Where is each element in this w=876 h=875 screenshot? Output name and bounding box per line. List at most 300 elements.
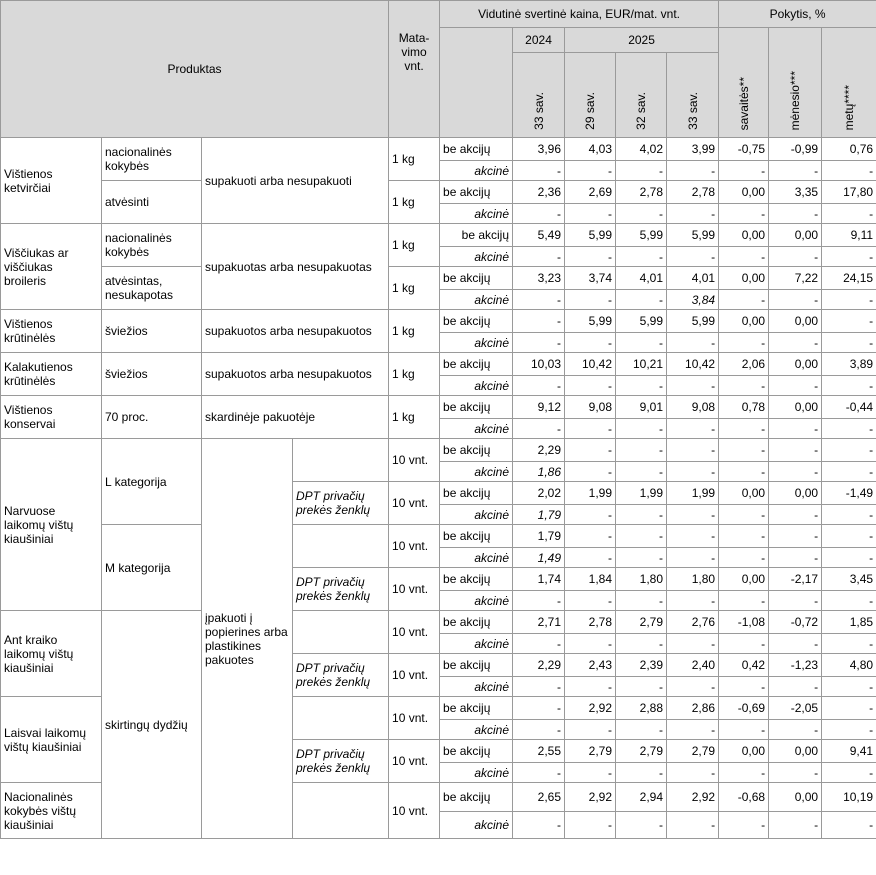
- price-cell: -: [513, 204, 565, 224]
- price-cell: 1,99: [616, 482, 667, 505]
- price-cell: -: [616, 439, 667, 462]
- price-type: akcinė: [440, 677, 513, 697]
- price-cell: 2,02: [513, 482, 565, 505]
- change-cell: -: [822, 462, 876, 482]
- price-cell: -: [513, 591, 565, 611]
- price-cell: 2,55: [513, 740, 565, 763]
- change-cell: 0,00: [719, 310, 769, 333]
- change-cell: 3,89: [822, 353, 876, 376]
- price-cell: -: [513, 634, 565, 654]
- price-cell: -: [667, 376, 719, 396]
- price-cell: -: [616, 677, 667, 697]
- price-type: akcinė: [440, 247, 513, 267]
- change-cell: -: [822, 439, 876, 462]
- price-cell: -: [565, 505, 616, 525]
- product-type: M kategorija: [102, 525, 202, 611]
- change-cell: -: [719, 634, 769, 654]
- change-cell: -2,17: [769, 568, 822, 591]
- unit: 10 vnt.: [389, 568, 440, 611]
- change-cell: -: [822, 677, 876, 697]
- price-cell: 1,99: [667, 482, 719, 505]
- price-cell: 5,99: [667, 224, 719, 247]
- unit: 1 kg: [389, 138, 440, 181]
- change-cell: -: [719, 247, 769, 267]
- product-type: nacionalinės kokybės: [102, 224, 202, 267]
- unit: 1 kg: [389, 310, 440, 353]
- price-cell: -: [513, 677, 565, 697]
- price-cell: 2,40: [667, 654, 719, 677]
- change-cell: -: [719, 763, 769, 783]
- price-cell: 1,79: [513, 505, 565, 525]
- brand-type: DPT privačių prekės ženklų: [293, 568, 389, 611]
- price-cell: -: [513, 419, 565, 439]
- price-cell: 5,99: [616, 310, 667, 333]
- product-name: Vištienos ketvirčiai: [1, 138, 102, 224]
- price-cell: -: [565, 376, 616, 396]
- change-cell: -: [822, 525, 876, 548]
- change-cell: 9,41: [822, 740, 876, 763]
- change-cell: 0,00: [719, 224, 769, 247]
- product-name: Laisvai laikomų vištų kiaušiniai: [1, 697, 102, 783]
- change-cell: -1,49: [822, 482, 876, 505]
- product-name: Viščiukas ar viščiukas broileris: [1, 224, 102, 310]
- price-type: akcinė: [440, 505, 513, 525]
- price-cell: -: [667, 548, 719, 568]
- brand-type: [293, 439, 389, 482]
- price-cell: 10,42: [565, 353, 616, 376]
- price-cell: 5,99: [565, 224, 616, 247]
- price-cell: -: [616, 634, 667, 654]
- change-cell: -: [822, 161, 876, 181]
- price-cell: 3,84: [667, 290, 719, 310]
- price-cell: -: [616, 462, 667, 482]
- price-type: be akcijų: [440, 654, 513, 677]
- price-cell: 10,42: [667, 353, 719, 376]
- price-type: akcinė: [440, 204, 513, 224]
- price-cell: -: [667, 439, 719, 462]
- price-cell: -: [513, 720, 565, 740]
- change-cell: 3,45: [822, 568, 876, 591]
- change-cell: -: [822, 505, 876, 525]
- table-row: [1, 439, 876, 462]
- change-cell: -: [769, 290, 822, 310]
- change-cell: -0,75: [719, 138, 769, 161]
- brand-type: [293, 611, 389, 654]
- change-cell: -: [822, 720, 876, 740]
- week-header: 33 sav.: [667, 53, 719, 138]
- price-cell: -: [513, 763, 565, 783]
- table-row: [1, 181, 876, 204]
- change-cell: 2,06: [719, 353, 769, 376]
- change-year-header: metų****: [822, 28, 876, 138]
- price-cell: 2,78: [616, 181, 667, 204]
- product-type: šviežios: [102, 353, 202, 396]
- price-cell: 2,79: [565, 740, 616, 763]
- change-cell: -1,23: [769, 654, 822, 677]
- product-type: 70 proc.: [102, 396, 202, 439]
- product-type: L kategorija: [102, 439, 202, 525]
- price-cell: -: [616, 720, 667, 740]
- table-row: [1, 224, 876, 247]
- change-cell: -: [719, 812, 769, 839]
- change-cell: -: [769, 439, 822, 462]
- change-cell: -: [769, 677, 822, 697]
- change-cell: -0,99: [769, 138, 822, 161]
- price-cell: -: [565, 290, 616, 310]
- price-type: be akcijų: [440, 267, 513, 290]
- unit: 10 vnt.: [389, 740, 440, 783]
- price-cell: -: [616, 763, 667, 783]
- price-cell: -: [513, 697, 565, 720]
- price-cell: -: [667, 247, 719, 267]
- price-cell: 1,99: [565, 482, 616, 505]
- price-cell: -: [565, 634, 616, 654]
- change-cell: -: [769, 763, 822, 783]
- price-cell: -: [667, 677, 719, 697]
- change-cell: 0,00: [769, 783, 822, 812]
- price-type: akcinė: [440, 763, 513, 783]
- unit: 1 kg: [389, 224, 440, 267]
- change-cell: -1,08: [719, 611, 769, 634]
- price-cell: 3,96: [513, 138, 565, 161]
- price-type: be akcijų: [440, 138, 513, 161]
- price-cell: 4,02: [616, 138, 667, 161]
- product-type: nacionalinės kokybės: [102, 138, 202, 181]
- price-cell: 1,86: [513, 462, 565, 482]
- price-cell: -: [667, 462, 719, 482]
- price-cell: 1,74: [513, 568, 565, 591]
- price-cell: -: [616, 290, 667, 310]
- unit: 10 vnt.: [389, 611, 440, 654]
- price-cell: -: [565, 204, 616, 224]
- price-cell: -: [565, 548, 616, 568]
- brand-type: [293, 783, 389, 839]
- price-cell: -: [565, 812, 616, 839]
- price-cell: 9,12: [513, 396, 565, 419]
- change-cell: -: [822, 812, 876, 839]
- change-cell: -: [822, 634, 876, 654]
- change-cell: 0,76: [822, 138, 876, 161]
- price-cell: -: [667, 204, 719, 224]
- change-cell: -: [719, 677, 769, 697]
- price-cell: 2,92: [565, 783, 616, 812]
- price-type: be akcijų: [440, 353, 513, 376]
- price-type: akcinė: [440, 548, 513, 568]
- week-header: 29 sav.: [565, 53, 616, 138]
- price-type: akcinė: [440, 290, 513, 310]
- produktas-header: Produktas: [1, 1, 389, 138]
- price-type: be akcijų: [440, 482, 513, 505]
- change-cell: 0,00: [719, 740, 769, 763]
- price-cell: -: [667, 333, 719, 353]
- change-cell: -: [719, 439, 769, 462]
- price-cell: 9,08: [565, 396, 616, 419]
- price-type: be akcijų: [440, 224, 513, 247]
- price-cell: 2,43: [565, 654, 616, 677]
- change-cell: -0,44: [822, 396, 876, 419]
- change-cell: -: [719, 525, 769, 548]
- price-cell: 9,01: [616, 396, 667, 419]
- change-cell: -2,05: [769, 697, 822, 720]
- change-cell: -: [769, 247, 822, 267]
- price-cell: 2,36: [513, 181, 565, 204]
- price-cell: -: [565, 525, 616, 548]
- packaging: įpakuoti į popierines arba plastikines pakuotes: [202, 439, 293, 839]
- change-cell: -0,68: [719, 783, 769, 812]
- year-2024-header: 2024: [513, 28, 565, 53]
- price-type: be akcijų: [440, 740, 513, 763]
- price-cell: 2,29: [513, 654, 565, 677]
- price-type: akcinė: [440, 161, 513, 181]
- price-cell: 5,49: [513, 224, 565, 247]
- price-type: be akcijų: [440, 611, 513, 634]
- price-cell: -: [513, 310, 565, 333]
- change-cell: -: [822, 419, 876, 439]
- packaging: supakuoti arba nesupakuoti: [202, 138, 389, 224]
- change-cell: 0,42: [719, 654, 769, 677]
- unit: 10 vnt.: [389, 783, 440, 839]
- price-cell: 5,99: [565, 310, 616, 333]
- change-cell: 3,35: [769, 181, 822, 204]
- table-row: [1, 310, 876, 333]
- unit: 10 vnt.: [389, 525, 440, 568]
- change-cell: -0,69: [719, 697, 769, 720]
- change-cell: -: [822, 591, 876, 611]
- price-cell: -: [616, 333, 667, 353]
- change-cell: -: [719, 419, 769, 439]
- brand-type: [293, 525, 389, 568]
- product-type: atvėsinti: [102, 181, 202, 224]
- packaging: supakuotas arba nesupakuotas: [202, 224, 389, 310]
- packaging: supakuotos arba nesupakuotos: [202, 353, 389, 396]
- price-cell: 3,99: [667, 138, 719, 161]
- price-cell: -: [667, 419, 719, 439]
- unit: 10 vnt.: [389, 697, 440, 740]
- change-cell: 24,15: [822, 267, 876, 290]
- product-name: Nacionalinės kokybės vištų kiaušiniai: [1, 783, 102, 839]
- change-cell: 0,00: [769, 310, 822, 333]
- price-cell: -: [565, 677, 616, 697]
- price-cell: -: [667, 505, 719, 525]
- packaging: skardinėje pakuotėje: [202, 396, 389, 439]
- change-cell: -: [769, 161, 822, 181]
- price-cell: -: [513, 247, 565, 267]
- price-cell: -: [667, 161, 719, 181]
- price-cell: -: [616, 161, 667, 181]
- price-cell: -: [667, 812, 719, 839]
- unit: 10 vnt.: [389, 482, 440, 525]
- price-cell: 2,29: [513, 439, 565, 462]
- price-type: akcinė: [440, 812, 513, 839]
- price-type: be akcijų: [440, 396, 513, 419]
- price-cell: 2,69: [565, 181, 616, 204]
- product-type: šviežios: [102, 310, 202, 353]
- change-cell: 0,00: [719, 267, 769, 290]
- change-cell: 0,00: [769, 353, 822, 376]
- product-name: Vištienos krūtinėlės: [1, 310, 102, 353]
- brand-type: DPT privačių prekės ženklų: [293, 740, 389, 783]
- change-cell: -: [769, 548, 822, 568]
- brand-type: DPT privačių prekės ženklų: [293, 654, 389, 697]
- price-cell: 1,80: [667, 568, 719, 591]
- price-cell: 3,74: [565, 267, 616, 290]
- price-type: akcinė: [440, 634, 513, 654]
- change-cell: 0,00: [769, 482, 822, 505]
- price-cell: -: [513, 333, 565, 353]
- price-cell: 2,86: [667, 697, 719, 720]
- unit: 1 kg: [389, 396, 440, 439]
- change-cell: -: [719, 591, 769, 611]
- price-type: be akcijų: [440, 181, 513, 204]
- product-name: Vištienos konservai: [1, 396, 102, 439]
- change-cell: -: [822, 310, 876, 333]
- price-cell: -: [616, 505, 667, 525]
- blank-header: [440, 28, 513, 138]
- price-cell: 2,88: [616, 697, 667, 720]
- brand-type: [293, 697, 389, 740]
- product-type: atvėsintas, nesukapotas: [102, 267, 202, 310]
- vidutine-header: Vidutinė svertinė kaina, EUR/mat. vnt.: [440, 1, 719, 28]
- price-type: be akcijų: [440, 697, 513, 720]
- table-row: [1, 396, 876, 419]
- price-cell: -: [616, 591, 667, 611]
- change-cell: 0,00: [719, 482, 769, 505]
- unit: 1 kg: [389, 353, 440, 396]
- week-header: 33 sav.: [513, 53, 565, 138]
- change-cell: -: [822, 247, 876, 267]
- change-cell: -: [769, 525, 822, 548]
- price-cell: -: [667, 634, 719, 654]
- price-cell: 4,03: [565, 138, 616, 161]
- change-cell: -: [769, 204, 822, 224]
- price-cell: 2,79: [616, 740, 667, 763]
- price-cell: 10,03: [513, 353, 565, 376]
- change-cell: 0,00: [769, 396, 822, 419]
- price-cell: -: [565, 333, 616, 353]
- price-type: be akcijų: [440, 525, 513, 548]
- year-2025-header: 2025: [565, 28, 719, 53]
- change-cell: -: [822, 204, 876, 224]
- price-type: be akcijų: [440, 439, 513, 462]
- change-cell: 0,00: [719, 181, 769, 204]
- price-cell: -: [616, 812, 667, 839]
- change-cell: 4,80: [822, 654, 876, 677]
- change-cell: -: [822, 763, 876, 783]
- packaging: supakuotos arba nesupakuotos: [202, 310, 389, 353]
- price-type: akcinė: [440, 591, 513, 611]
- price-cell: 1,49: [513, 548, 565, 568]
- table-row: [1, 525, 876, 548]
- change-cell: -: [769, 812, 822, 839]
- unit: 10 vnt.: [389, 654, 440, 697]
- price-cell: -: [667, 720, 719, 740]
- change-cell: -: [769, 591, 822, 611]
- change-cell: -: [769, 419, 822, 439]
- price-cell: 1,80: [616, 568, 667, 591]
- price-cell: -: [565, 591, 616, 611]
- change-cell: 1,85: [822, 611, 876, 634]
- price-cell: 5,99: [667, 310, 719, 333]
- table-row: [1, 611, 876, 634]
- change-cell: -: [719, 290, 769, 310]
- price-cell: -: [667, 763, 719, 783]
- price-cell: -: [513, 376, 565, 396]
- change-cell: 7,22: [769, 267, 822, 290]
- price-type: akcinė: [440, 462, 513, 482]
- price-cell: -: [513, 812, 565, 839]
- price-cell: 5,99: [616, 224, 667, 247]
- price-type: be akcijų: [440, 568, 513, 591]
- price-cell: -: [616, 548, 667, 568]
- price-type: akcinė: [440, 376, 513, 396]
- price-type: be akcijų: [440, 310, 513, 333]
- price-cell: -: [667, 591, 719, 611]
- matavimo-header: Mata- vimo vnt.: [389, 1, 440, 138]
- price-cell: -: [565, 462, 616, 482]
- price-cell: -: [616, 419, 667, 439]
- price-type: be akcijų: [440, 783, 513, 812]
- change-cell: 17,80: [822, 181, 876, 204]
- product-name: Ant kraiko laikomų vištų kiaušiniai: [1, 611, 102, 697]
- price-cell: -: [565, 419, 616, 439]
- price-cell: -: [616, 204, 667, 224]
- unit: 1 kg: [389, 181, 440, 224]
- price-cell: -: [616, 525, 667, 548]
- price-cell: -: [565, 247, 616, 267]
- change-cell: -: [769, 376, 822, 396]
- change-cell: -: [719, 505, 769, 525]
- price-cell: -: [667, 525, 719, 548]
- price-cell: 2,94: [616, 783, 667, 812]
- change-week-header: savaitės**: [719, 28, 769, 138]
- price-type: akcinė: [440, 333, 513, 353]
- price-cell: 1,84: [565, 568, 616, 591]
- price-cell: -: [565, 439, 616, 462]
- change-cell: 10,19: [822, 783, 876, 812]
- price-cell: -: [513, 290, 565, 310]
- table-body: [1, 138, 876, 839]
- change-cell: -: [769, 720, 822, 740]
- change-cell: -0,72: [769, 611, 822, 634]
- change-cell: -: [719, 161, 769, 181]
- price-cell: 2,92: [667, 783, 719, 812]
- change-cell: 0,00: [769, 740, 822, 763]
- change-cell: -: [769, 333, 822, 353]
- change-cell: -: [769, 634, 822, 654]
- change-cell: -: [719, 720, 769, 740]
- price-cell: 2,79: [616, 611, 667, 634]
- product-type: skirtingų dydžių: [102, 611, 202, 839]
- price-cell: -: [565, 720, 616, 740]
- table-row: [1, 267, 876, 290]
- change-cell: 0,00: [719, 568, 769, 591]
- price-cell: 2,39: [616, 654, 667, 677]
- price-cell: 9,08: [667, 396, 719, 419]
- change-cell: -: [719, 548, 769, 568]
- price-cell: 3,23: [513, 267, 565, 290]
- price-cell: 2,78: [565, 611, 616, 634]
- change-cell: -: [822, 697, 876, 720]
- price-cell: 2,78: [667, 181, 719, 204]
- price-cell: 2,92: [565, 697, 616, 720]
- price-type: akcinė: [440, 720, 513, 740]
- product-name: Narvuose laikomų vištų kiaušiniai: [1, 439, 102, 611]
- change-month-header: mėnesio***: [769, 28, 822, 138]
- change-cell: -: [719, 333, 769, 353]
- change-cell: -: [822, 290, 876, 310]
- price-cell: 10,21: [616, 353, 667, 376]
- price-cell: -: [513, 161, 565, 181]
